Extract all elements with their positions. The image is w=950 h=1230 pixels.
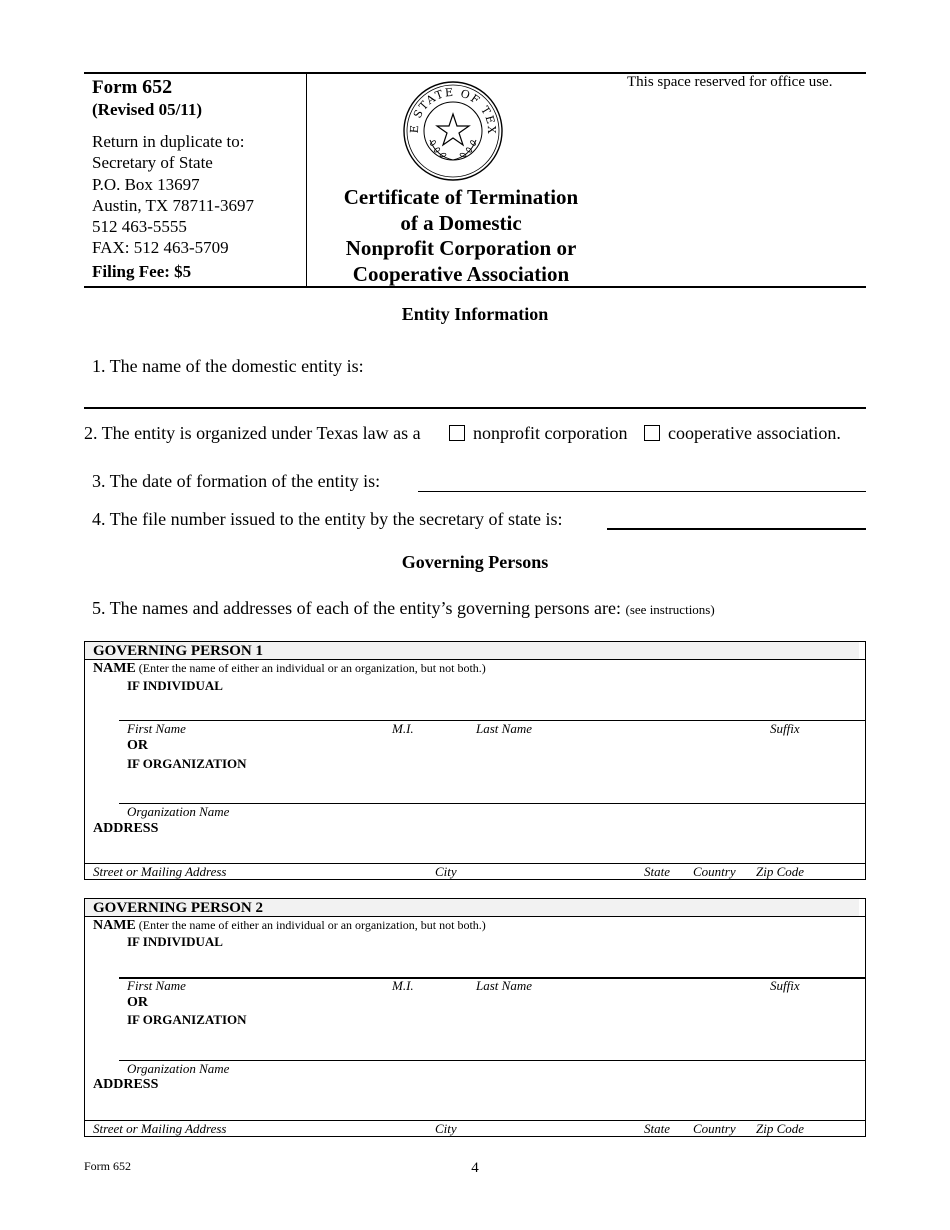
first-name-label: First Name	[127, 721, 186, 736]
formation-date-field[interactable]	[418, 491, 866, 492]
city-label: City	[435, 1121, 457, 1136]
zip-code-label: Zip Code	[756, 864, 805, 879]
last-name-label: Last Name	[476, 978, 532, 993]
form-number	[92, 76, 172, 99]
if-organization-label: IF ORGANIZATION	[127, 756, 247, 771]
address-line: Secretary of State	[92, 153, 213, 173]
first-name-label: First Name	[127, 978, 186, 993]
address-line: FAX: 512 463-5709	[92, 238, 229, 258]
header-divider-line	[85, 916, 865, 917]
country-label: Country	[693, 864, 736, 879]
question-3-label: 3. The date of formation of the entity is:	[92, 471, 381, 491]
nonprofit-corporation-label: nonprofit corporation	[473, 423, 628, 443]
section-governing-persons: Governing Persons	[401, 552, 549, 572]
address-label: ADDRESS	[93, 821, 159, 836]
middle-initial-label: M.I.	[392, 978, 414, 993]
governing-person-title: GOVERNING PERSON 2	[93, 900, 264, 916]
address-line: 512 463-5555	[92, 217, 187, 237]
country-label: Country	[693, 1121, 736, 1136]
title-line: Cooperative Association	[352, 261, 570, 286]
form-title	[306, 185, 616, 287]
question-2-label: 2. The entity is organized under Texas law as a	[84, 423, 421, 443]
middle-initial-label: M.I.	[392, 721, 414, 736]
seal-text: E STATE OF TEX	[407, 85, 499, 135]
or-label: OR	[127, 738, 148, 753]
name-label: NAME	[93, 918, 136, 933]
question-1-label: 1. The name of the domestic entity is:	[92, 356, 364, 376]
question-5-text: 5. The names and addresses of each of the entity’s governing persons are:	[92, 598, 622, 618]
governing-person-2-section	[84, 898, 866, 1137]
last-name-label: Last Name	[476, 721, 532, 736]
name-instruction	[93, 918, 486, 934]
form-number-value: 652	[142, 76, 173, 98]
address-line: P.O. Box 13697	[92, 174, 200, 194]
question-4-label: 4. The file number issued to the entity by the secretary of state is:	[92, 509, 563, 529]
question-5-note: (see instructions)	[625, 602, 715, 617]
title-line: Nonprofit Corporation or	[345, 236, 577, 260]
state-label: State	[644, 1121, 670, 1136]
nonprofit-corporation-checkbox[interactable]	[449, 425, 465, 441]
name-label: NAME	[93, 661, 136, 676]
address-line: Austin, TX 78711-3697	[92, 195, 254, 215]
title-line: Certificate of Termination	[343, 185, 579, 209]
section-entity-information: Entity Information	[401, 304, 549, 324]
street-label: Street or Mailing Address	[93, 864, 227, 879]
if-individual-label: IF INDIVIDUAL	[127, 934, 223, 949]
svg-text:THE STATE OF TEXAS	[402, 80, 498, 135]
governing-person-title: GOVERNING PERSON 1	[93, 643, 264, 659]
return-to-label: Return in duplicate to:	[92, 132, 245, 151]
or-label: OR	[127, 995, 148, 1010]
cooperative-association-label: cooperative association.	[668, 423, 841, 443]
title-line: of a Domestic	[400, 210, 522, 235]
filing-fee: Filing Fee: $5	[92, 261, 192, 281]
city-label: City	[435, 864, 457, 879]
footer-form-ref: Form 652	[84, 1159, 132, 1173]
suffix-label: Suffix	[770, 978, 800, 993]
organization-name-label: Organization Name	[127, 804, 230, 819]
return-address-block	[92, 131, 254, 282]
form-label: Form	[92, 77, 138, 98]
state-seal	[402, 80, 504, 182]
state-label: State	[644, 864, 670, 879]
if-individual-label: IF INDIVIDUAL	[127, 678, 223, 693]
question-5-label	[92, 598, 715, 619]
office-use-note: This space reserved for office use.	[627, 74, 833, 90]
organization-name-field[interactable]	[119, 1060, 865, 1061]
form-revised: (Revised 05/11)	[92, 100, 203, 119]
name-instruction	[93, 661, 486, 677]
governing-person-1-section	[84, 641, 866, 880]
zip-code-label: Zip Code	[756, 1121, 805, 1136]
suffix-label: Suffix	[770, 721, 800, 736]
name-note: (Enter the name of either an individual or an organization, but not both.)	[138, 661, 486, 675]
header-divider-line	[85, 659, 865, 660]
if-organization-label: IF ORGANIZATION	[127, 1012, 247, 1027]
organization-name-label: Organization Name	[127, 1061, 230, 1076]
street-label: Street or Mailing Address	[93, 1121, 227, 1136]
address-label: ADDRESS	[93, 1077, 159, 1092]
page-number: 4	[471, 1160, 479, 1176]
entity-name-field[interactable]	[84, 407, 866, 409]
cooperative-association-checkbox[interactable]	[644, 425, 660, 441]
organization-name-field[interactable]	[119, 803, 865, 804]
file-number-field[interactable]	[607, 528, 866, 530]
state-seal-icon	[402, 80, 504, 182]
name-note: (Enter the name of either an individual or an organization, but not both.)	[138, 918, 486, 932]
